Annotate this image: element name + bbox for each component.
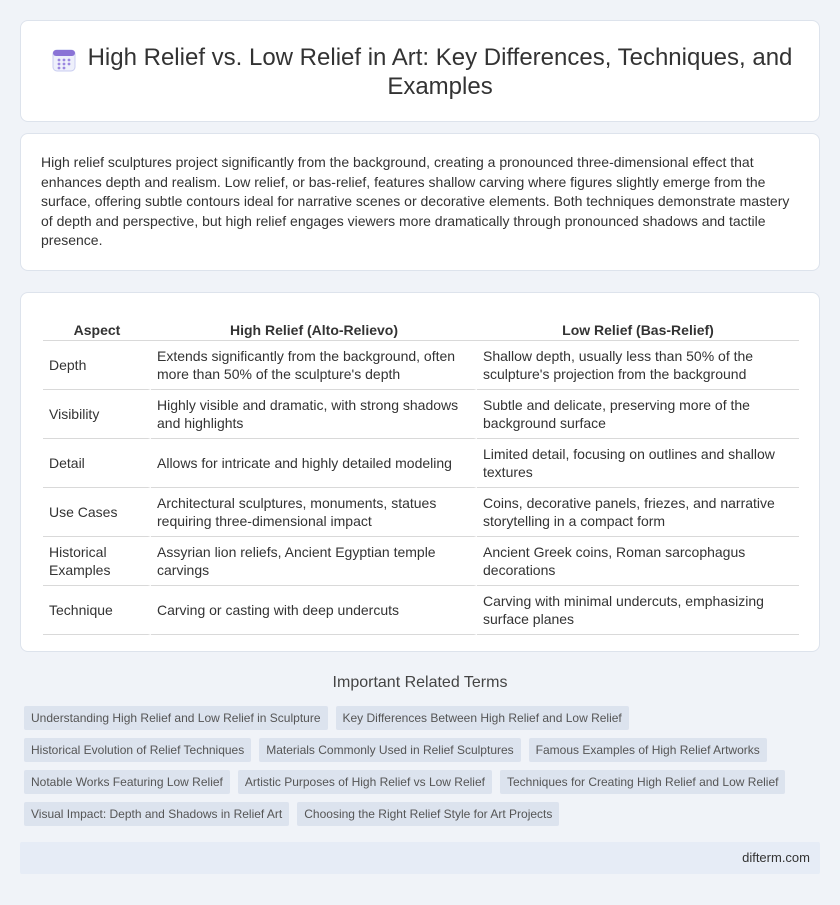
comparison-table-card: [20, 292, 820, 652]
cell-low-relief: Subtle and delicate, preserving more of the background surface: [477, 390, 799, 439]
related-terms-list: [24, 706, 814, 834]
cell-aspect: Historical Examples: [43, 537, 151, 586]
table-row: [43, 537, 799, 586]
page-title: High Relief vs. Low Relief in Art: Key Differences, Techniques, and Examples: [87, 44, 793, 100]
related-term-tag[interactable]: Key Differences Between High Relief and Low Relief: [336, 706, 629, 730]
related-term-tag[interactable]: Techniques for Creating High Relief and Low Relief: [500, 770, 785, 794]
cell-high-relief: Architectural sculptures, monuments, statues requiring three-dimensional impact: [151, 488, 477, 537]
table-row: [43, 586, 799, 635]
footer: [20, 842, 820, 874]
cell-low-relief: Ancient Greek coins, Roman sarcophagus decorations: [477, 537, 799, 586]
cell-low-relief: Shallow depth, usually less than 50% of the sculpture's projection from the background: [477, 341, 799, 390]
related-term-tag[interactable]: Understanding High Relief and Low Relief in Sculpture: [24, 706, 328, 730]
footer-site-link[interactable]: difterm.com: [742, 850, 810, 865]
cell-high-relief: Allows for intricate and highly detailed modeling: [151, 439, 477, 488]
cell-low-relief: Limited detail, focusing on outlines and shallow textures: [477, 439, 799, 488]
related-term-tag[interactable]: Artistic Purposes of High Relief vs Low Relief: [238, 770, 492, 794]
cell-aspect: Depth: [43, 341, 151, 390]
related-term-tag[interactable]: Choosing the Right Relief Style for Art Projects: [297, 802, 559, 826]
header-low-relief: Low Relief (Bas-Relief): [477, 313, 799, 341]
intro-card: [20, 133, 820, 271]
cell-aspect: Use Cases: [43, 488, 151, 537]
cell-high-relief: Highly visible and dramatic, with strong shadows and highlights: [151, 390, 477, 439]
header-aspect: Aspect: [43, 313, 151, 341]
cell-aspect: Visibility: [43, 390, 151, 439]
header-high-relief: High Relief (Alto-Relievo): [151, 313, 477, 341]
comparison-table: [43, 313, 799, 635]
related-terms-title: Important Related Terms: [332, 674, 508, 691]
table-row: [43, 390, 799, 439]
related-term-tag[interactable]: Historical Evolution of Relief Techniques: [24, 738, 251, 762]
cell-high-relief: Extends significantly from the background, often more than 50% of the sculpture's depth: [151, 341, 477, 390]
related-term-tag[interactable]: Notable Works Featuring Low Relief: [24, 770, 230, 794]
table-row: [43, 439, 799, 488]
table-header-row: [43, 313, 799, 341]
related-term-tag[interactable]: Visual Impact: Depth and Shadows in Relief Art: [24, 802, 289, 826]
related-term-tag[interactable]: Famous Examples of High Relief Artworks: [529, 738, 767, 762]
intro-text: High relief sculptures project significantly from the background, creating a pronounced three-dimensional effect that enhances depth and realism. Low relief, or bas-relief, features shallow carving where figures slightly emerge from the surface, offering subtle contours ideal for narrative scenes or decorative elements. Both techniques demonstrate mastery of depth and perspective, but high relief engages viewers more dramatically through pronounced shadows and tactile presence.: [41, 154, 790, 249]
header-card: [20, 20, 820, 122]
table-row: [43, 341, 799, 390]
cell-high-relief: Assyrian lion reliefs, Ancient Egyptian temple carvings: [151, 537, 477, 586]
related-term-tag[interactable]: Materials Commonly Used in Relief Sculptures: [259, 738, 520, 762]
cell-low-relief: Carving with minimal undercuts, emphasizing surface planes: [477, 586, 799, 635]
cell-aspect: Technique: [43, 586, 151, 635]
table-row: [43, 488, 799, 537]
cell-high-relief: Carving or casting with deep undercuts: [151, 586, 477, 635]
cell-aspect: Detail: [43, 439, 151, 488]
cell-low-relief: Coins, decorative panels, friezes, and narrative storytelling in a compact form: [477, 488, 799, 537]
